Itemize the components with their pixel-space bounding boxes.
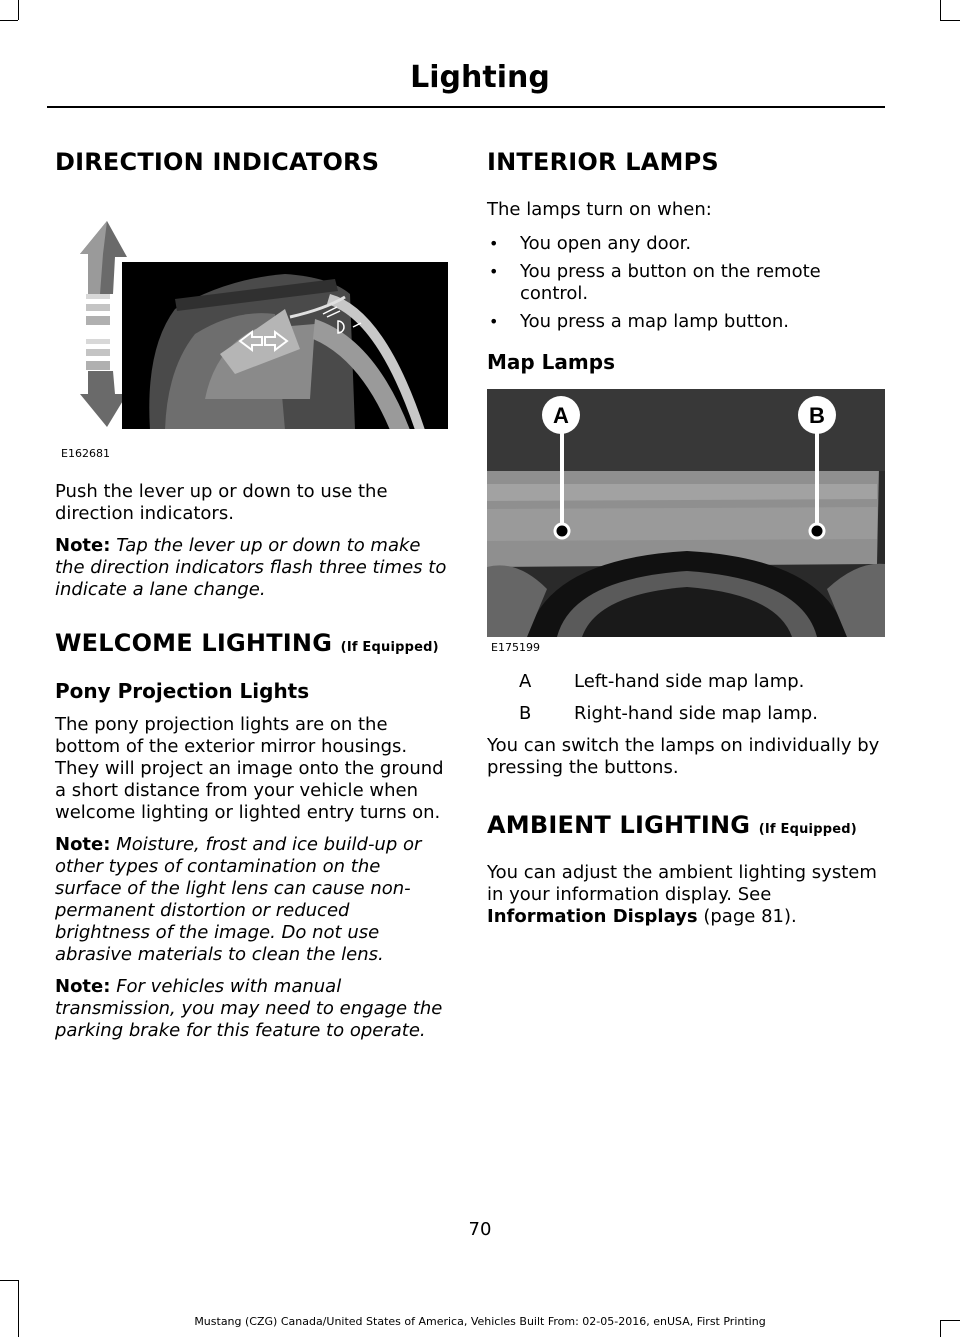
information-displays-link[interactable]: Information Displays bbox=[487, 905, 698, 927]
note-label: Note: bbox=[55, 975, 111, 997]
arrow-up-icon bbox=[80, 221, 127, 325]
note-text: Tap the lever up or down to make the direction indicators flash three times to indicate a lane change. bbox=[55, 534, 447, 600]
map-lamps-illustration bbox=[487, 389, 885, 637]
crop-mark bbox=[18, 0, 19, 20]
if-equipped-label: (If Equipped) bbox=[758, 821, 857, 837]
note-label: Note: bbox=[55, 833, 111, 855]
map-lamps-subheading: Map Lamps bbox=[487, 349, 615, 374]
direction-note bbox=[55, 535, 450, 601]
ambient-body bbox=[487, 862, 882, 928]
pony-note-1 bbox=[55, 834, 450, 966]
direction-indicators-heading: DIRECTION INDICATORS bbox=[55, 148, 380, 176]
page-number: 70 bbox=[468, 1219, 492, 1240]
key-letter: A bbox=[519, 670, 532, 692]
page-footer: Mustang (CZG) Canada/United States of America, Vehicles Built From: 02-05-2016, enUSA, First Printing bbox=[194, 1315, 766, 1328]
crop-mark bbox=[940, 0, 941, 20]
key-row bbox=[487, 703, 882, 725]
ambient-text: You can adjust the ambient lighting system in your information display. See bbox=[487, 861, 877, 905]
map-lamps-body: You can switch the lamps on individually by pressing the buttons. bbox=[487, 734, 880, 778]
crop-mark bbox=[940, 20, 960, 21]
direction-indicator-figure bbox=[55, 199, 450, 459]
left-column bbox=[55, 140, 450, 1042]
pony-projection-subheading: Pony Projection Lights bbox=[55, 678, 310, 703]
map-lamps-key bbox=[487, 671, 882, 725]
crop-mark bbox=[18, 1280, 19, 1337]
turn-signal-lever-illustration bbox=[55, 199, 450, 429]
arrow-down-icon bbox=[80, 339, 127, 427]
figure-id: E162681 bbox=[61, 446, 110, 460]
header-rule bbox=[47, 106, 885, 108]
interior-bullet-list bbox=[487, 233, 882, 333]
key-row bbox=[487, 671, 882, 693]
crop-mark bbox=[0, 20, 18, 21]
note-label: Note: bbox=[55, 534, 111, 556]
page-header-title: Lighting bbox=[410, 60, 550, 95]
pony-projection-body: The pony projection lights are on the bottom of the exterior mirror housings. They will project an image onto the ground a short distance from your vehicle when welcome lighting or lighted entry turns on. bbox=[55, 713, 444, 823]
map-lamps-figure bbox=[487, 389, 885, 659]
key-text: Left-hand side map lamp. bbox=[574, 670, 805, 692]
interior-lamps-heading: INTERIOR LAMPS bbox=[487, 148, 719, 176]
heading-text: AMBIENT LIGHTING bbox=[487, 810, 751, 839]
callout-a-label: A bbox=[553, 402, 569, 428]
heading-text: WELCOME LIGHTING bbox=[55, 628, 333, 657]
list-item: • You press a map lamp button. bbox=[487, 311, 882, 333]
key-text: Right-hand side map lamp. bbox=[574, 702, 818, 724]
key-letter: B bbox=[519, 702, 532, 724]
list-item: • You press a button on the remote control. bbox=[487, 261, 882, 305]
callout-b-label: B bbox=[809, 402, 825, 428]
interior-intro: The lamps turn on when: bbox=[487, 198, 712, 220]
direction-body: Push the lever up or down to use the direction indicators. bbox=[55, 480, 388, 524]
pony-note-2 bbox=[55, 976, 450, 1042]
page-reference: (page 81). bbox=[697, 905, 797, 927]
list-item: • You open any door. bbox=[487, 233, 882, 255]
ambient-lighting-heading bbox=[487, 811, 882, 840]
note-text: For vehicles with manual transmission, you may need to engage the parking brake for this feature to operate. bbox=[55, 975, 443, 1041]
if-equipped-label: (If Equipped) bbox=[340, 639, 439, 655]
note-text: Moisture, frost and ice build-up or other types of contamination on the surface of the light lens can cause non-permanent distortion or reduced brightness of the image. Do not use abrasive materials to clean the lens. bbox=[55, 833, 422, 965]
welcome-lighting-heading bbox=[55, 629, 450, 658]
crop-mark bbox=[0, 1280, 18, 1281]
figure-id: E175199 bbox=[491, 640, 540, 654]
right-column bbox=[487, 140, 882, 928]
